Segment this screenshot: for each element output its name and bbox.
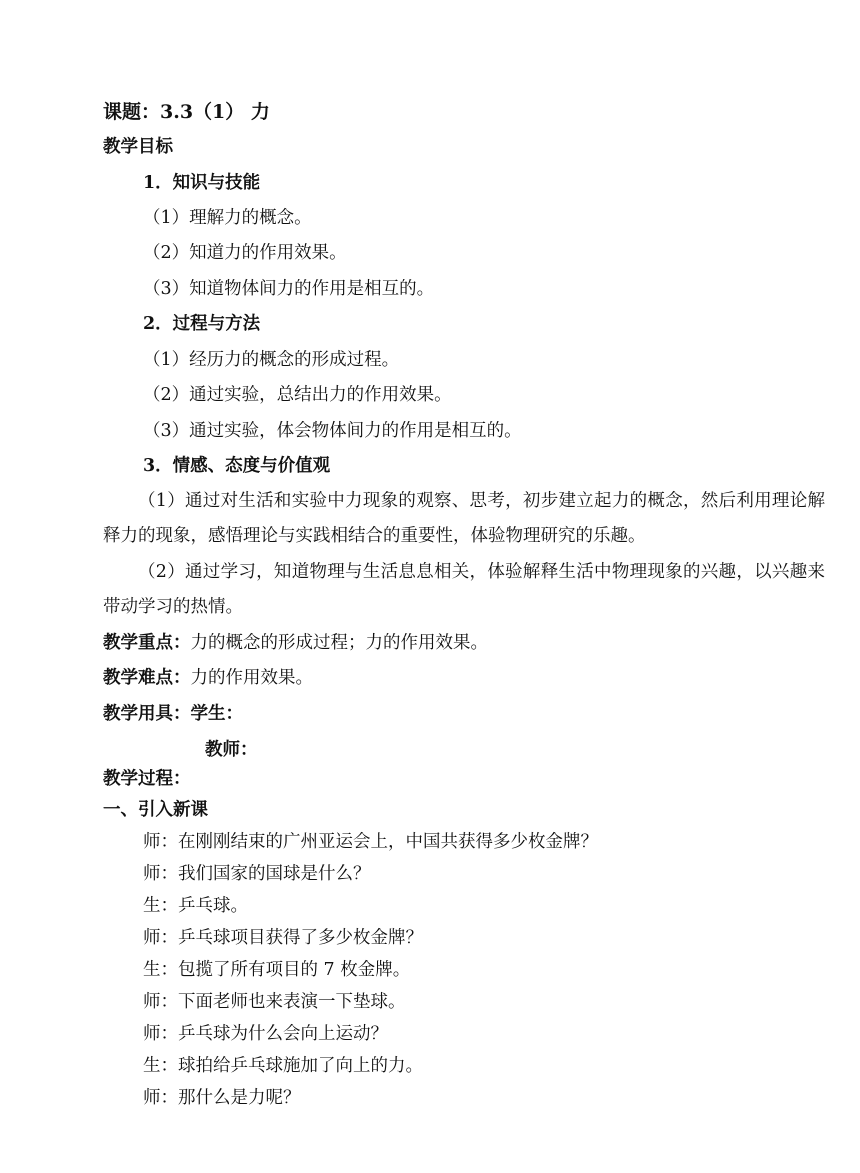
objectives-heading: 教学目标 — [103, 137, 173, 157]
process-heading: 教学过程： — [103, 769, 191, 789]
section2-item: （1）经历力的概念的形成过程。 — [143, 350, 400, 370]
section2-item: （2）通过实验，总结出力的作用效果。 — [143, 385, 452, 405]
section3-paragraph-2: （2）通过学习，知道物理与生活息息相关，体验解释生活中物理现象的兴趣，以兴趣来带动学习的热情。 — [103, 562, 825, 617]
section1-item: （1）理解力的概念。 — [143, 208, 312, 228]
section3-paragraph-1: （1）通过对生活和实验中力现象的观察、思考，初步建立起力的概念，然后利用理论解释力的现象，感悟理论与实践相结合的重要性，体验物理研究的乐趣。 — [103, 491, 825, 546]
dialogue-line: 生：包揽了所有项目的 7 枚金牌。 — [143, 960, 411, 980]
lesson-title: 课题：3.3（1） 力 — [103, 101, 270, 123]
dialogue-line: 师：乒乓球项目获得了多少枚金牌？ — [143, 928, 423, 948]
dialogue-line: 师：乒乓球为什么会向上运动？ — [143, 1024, 388, 1044]
section2-heading: 2．过程与方法 — [143, 314, 261, 334]
difficulty-text: 力的作用效果。 — [190, 668, 313, 688]
dialogue-line: 生：乒乓球。 — [143, 896, 248, 916]
tools-line — [103, 703, 243, 725]
dialogue-line: 师：我们国家的国球是什么？ — [143, 864, 371, 884]
section3-heading: 3．情感、态度与价值观 — [143, 456, 331, 476]
tools-student-label: 学生： — [190, 704, 243, 724]
key-point-label: 教学重点： — [103, 633, 191, 653]
dialogue-line: 师：那什么是力呢？ — [143, 1088, 301, 1108]
section1-item: （2）知道力的作用效果。 — [143, 243, 347, 263]
dialogue-line: 师：在刚刚结束的广州亚运会上，中国共获得多少枚金牌？ — [143, 832, 598, 852]
key-point-line — [103, 632, 488, 654]
tools-label: 教学用具： — [103, 704, 191, 724]
difficulty-line — [103, 667, 313, 689]
section1-item: （3）知道物体间力的作用是相互的。 — [143, 279, 435, 299]
section2-item: （3）通过实验，体会物体间力的作用是相互的。 — [143, 421, 522, 441]
dialogue-line: 生：球拍给乒乓球施加了向上的力。 — [143, 1056, 423, 1076]
intro-heading: 一、引入新课 — [103, 800, 208, 820]
tools-teacher-label: 教师： — [205, 740, 258, 760]
difficulty-label: 教学难点： — [103, 668, 191, 688]
section1-heading: 1．知识与技能 — [143, 173, 261, 193]
key-point-text: 力的概念的形成过程；力的作用效果。 — [190, 633, 488, 653]
dialogue-line: 师：下面老师也来表演一下垫球。 — [143, 992, 406, 1012]
